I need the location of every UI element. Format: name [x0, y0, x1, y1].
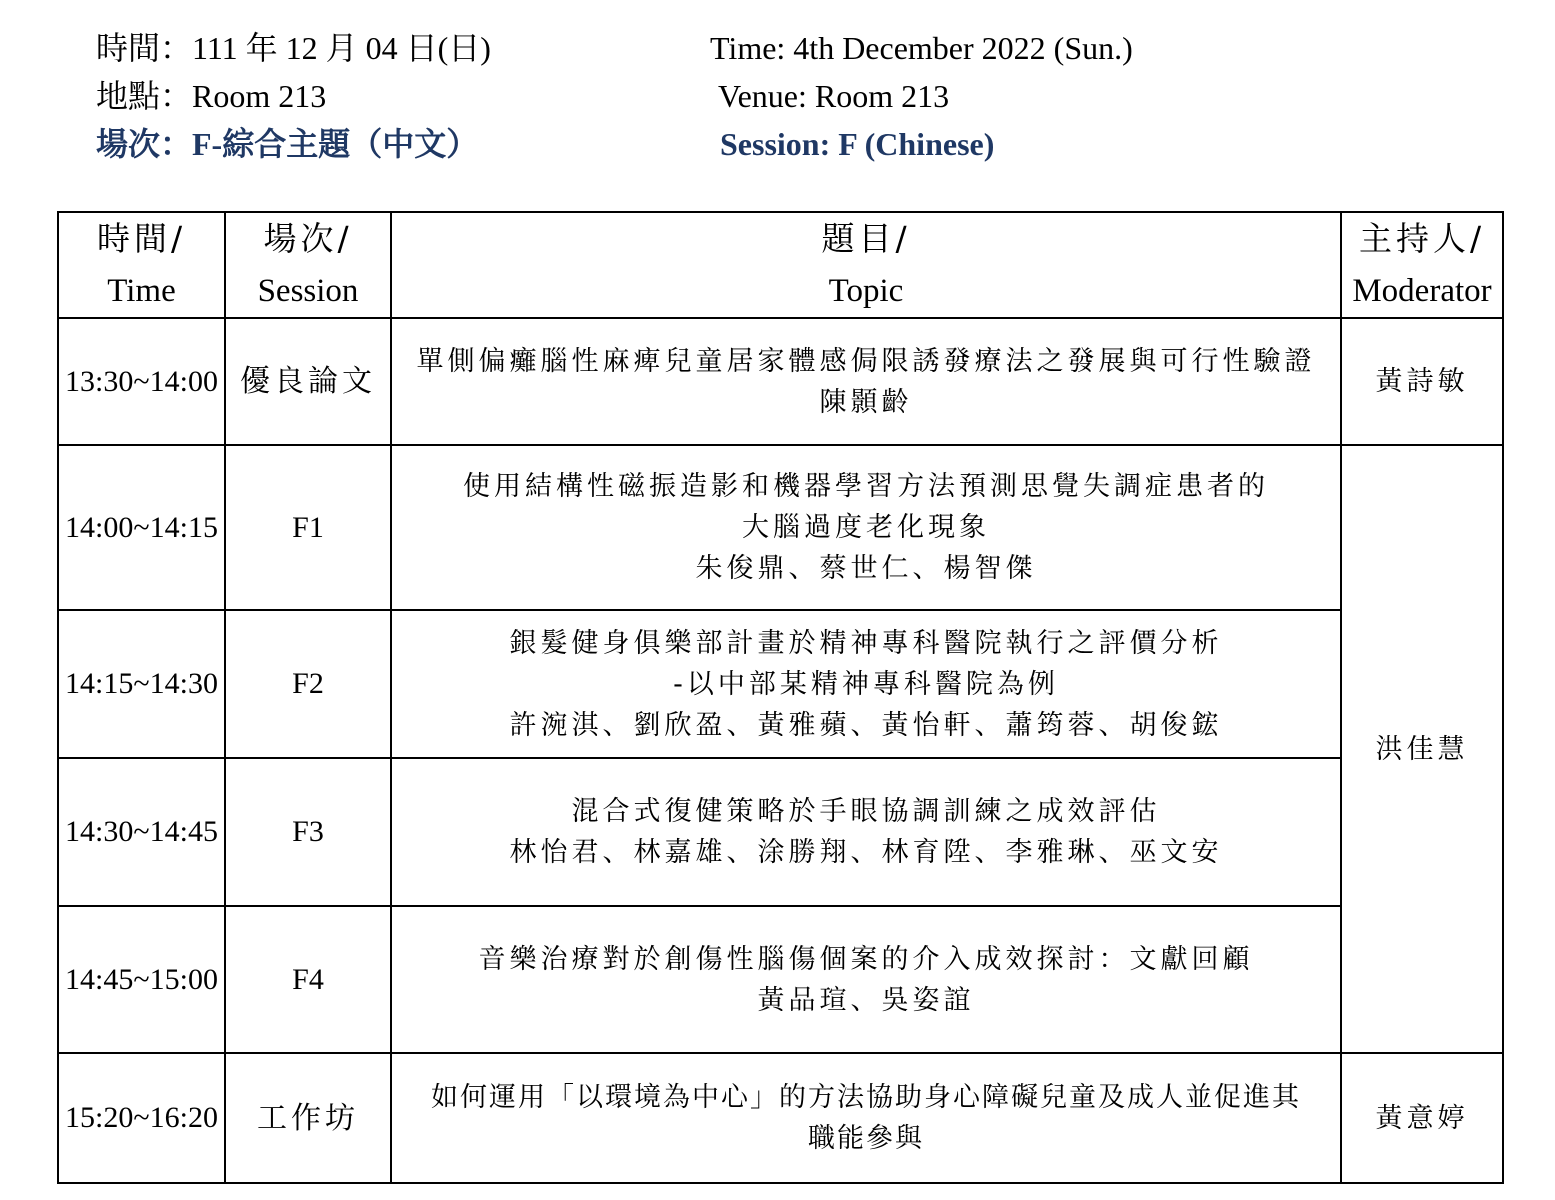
session-cell: F3 — [225, 758, 391, 906]
topic-authors: 陳顥齡 — [819, 386, 913, 418]
time-en: Time: 4th December 2022 (Sun.) — [710, 30, 1133, 66]
topic-title: 使用結構性磁振造影和機器學習方法預測思覺失調症患者的 — [463, 471, 1269, 502]
column-header-moderator-en: Moderator — [1352, 273, 1492, 309]
topic-cell — [391, 445, 1341, 610]
table-row — [58, 445, 1503, 610]
topic-title-cont: 職能參與 — [808, 1123, 924, 1154]
topic-subtitle: -以中部某精神專科醫院為例 — [673, 668, 1059, 700]
time-zh: 時間：111 年 12 月 04 日(日) — [96, 30, 491, 66]
topic-cell — [391, 758, 1341, 906]
session-cell: F4 — [225, 906, 391, 1053]
moderator-cell: 黃意婷 — [1341, 1053, 1503, 1183]
time-cell: 14:30~14:45 — [58, 758, 225, 906]
column-header-time — [58, 212, 225, 318]
column-header-time-zh: 時間/ — [96, 219, 187, 258]
column-header-moderator-zh: 主持人/ — [1358, 219, 1486, 258]
column-header-session — [225, 212, 391, 318]
time-cell: 14:45~15:00 — [58, 906, 225, 1053]
session-cell: F1 — [225, 445, 391, 610]
topic-title: 銀髮健身俱樂部計畫於精神專科醫院執行之評價分析 — [509, 627, 1223, 659]
time-cell: 14:00~14:15 — [58, 445, 225, 610]
time-cell: 15:20~16:20 — [58, 1053, 225, 1183]
topic-authors: 許涴淇、劉欣盈、黃雅蘋、黃怡軒、蕭筠蓉、胡俊鋐 — [509, 709, 1223, 741]
topic-title: 混合式復健策略於手眼協調訓練之成效評估 — [571, 796, 1161, 827]
session-zh: 場次：F-綜合主題（中文） — [96, 126, 479, 162]
time-cell: 14:15~14:30 — [58, 610, 225, 758]
table-row — [58, 1053, 1503, 1183]
column-header-time-en: Time — [107, 273, 176, 309]
topic-authors: 林怡君、林嘉雄、涂勝翔、林育陞、李雅琳、巫文安 — [509, 837, 1223, 868]
column-header-topic — [391, 212, 1341, 318]
topic-cell — [391, 1053, 1341, 1183]
topic-cell — [391, 318, 1341, 445]
schedule-table — [57, 211, 1504, 1184]
venue-en: Venue: Room 213 — [718, 78, 950, 114]
venue-zh: 地點：Room 213 — [96, 78, 327, 114]
column-header-topic-zh: 題目/ — [821, 219, 911, 258]
table-row — [58, 758, 1503, 906]
time-cell: 13:30~14:00 — [58, 318, 225, 445]
moderator-cell: 洪佳慧 — [1341, 445, 1503, 1053]
table-row — [58, 318, 1503, 445]
session-en: Session: F (Chinese) — [720, 126, 995, 162]
column-header-session-en: Session — [257, 273, 359, 309]
topic-authors: 朱俊鼎、蔡世仁、楊智傑 — [695, 553, 1037, 584]
table-row — [58, 610, 1503, 758]
header-row — [58, 212, 1503, 318]
topic-title: 音樂治療對於創傷性腦傷個案的介入成效探討：文獻回顧 — [478, 943, 1254, 975]
table-row — [58, 906, 1503, 1053]
session-cell: 工作坊 — [225, 1053, 391, 1183]
topic-cell — [391, 906, 1341, 1053]
column-header-session-zh: 場次/ — [263, 219, 353, 258]
topic-title: 單側偏癱腦性麻痺兒童居家體感侷限誘發療法之發展與可行性驗證 — [416, 345, 1316, 377]
topic-authors: 黃品瑄、吳姿誼 — [757, 984, 975, 1016]
moderator-cell: 黃詩敏 — [1341, 318, 1503, 445]
topic-title-cont: 大腦過度老化現象 — [742, 512, 990, 543]
session-cell: 優良論文 — [225, 318, 391, 445]
column-header-topic-en: Topic — [828, 273, 904, 309]
topic-title: 如何運用「以環境為中心」的方法協助身心障礙兒童及成人並促進其 — [431, 1082, 1301, 1113]
topic-cell — [391, 610, 1341, 758]
column-header-moderator — [1341, 212, 1503, 318]
session-cell: F2 — [225, 610, 391, 758]
